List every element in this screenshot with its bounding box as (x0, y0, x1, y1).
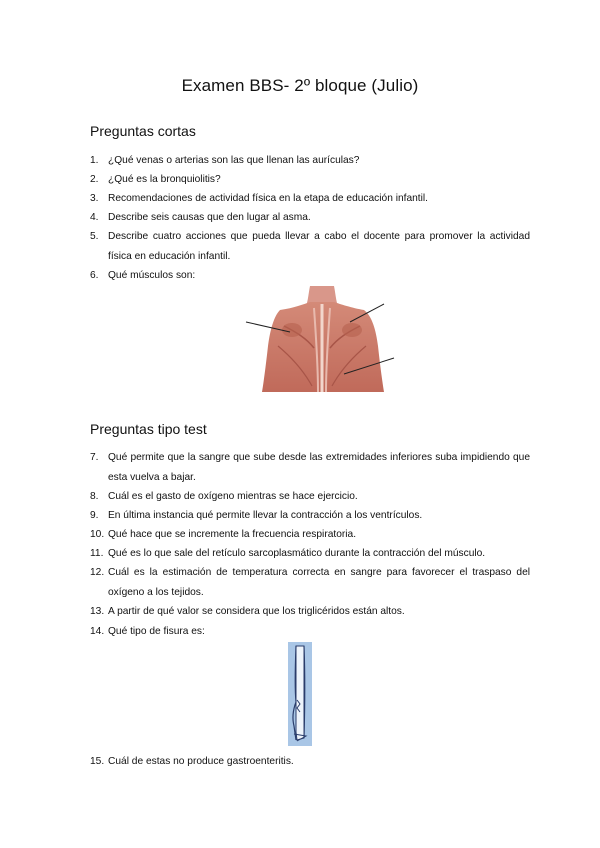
question-text: Qué es lo que sale del retículo sarcoplasmático durante la contracción del músculo. (108, 548, 486, 559)
question-number: 14. (90, 626, 105, 637)
question-1 (90, 151, 530, 171)
question-number: 8. (90, 491, 99, 502)
question-number: 1. (90, 155, 99, 166)
question-7 (90, 448, 530, 487)
question-15 (90, 752, 530, 772)
question-9 (90, 506, 530, 526)
question-text: ¿Qué venas o arterias son las que llenan las aurículas? (108, 155, 360, 166)
question-text: Qué músculos son: (108, 270, 196, 281)
question-text: Qué tipo de fisura es: (108, 626, 205, 637)
question-number: 2. (90, 174, 99, 185)
question-number: 9. (90, 510, 99, 521)
question-text: Describe cuatro acciones que pueda llevar a cabo el docente para promover la actividad física en educación infantil. (108, 231, 530, 262)
question-number: 6. (90, 270, 99, 281)
question-13 (90, 602, 530, 622)
question-number: 5. (90, 231, 99, 242)
bone-fissure-illustration (288, 642, 312, 746)
question-number: 11. (90, 548, 104, 559)
question-text: Qué hace que se incremente la frecuencia respiratoria. (108, 529, 357, 540)
question-text: Qué permite que la sangre que sube desde las extremidades inferiores suba impidiendo que esta vuelva a bajar. (108, 452, 530, 483)
question-2 (90, 170, 530, 190)
question-3 (90, 189, 530, 209)
question-number: 3. (90, 193, 99, 204)
question-text: Recomendaciones de actividad física en la etapa de educación infantil. (108, 193, 428, 204)
question-text: En última instancia qué permite llevar la contracción a los ventrículos. (108, 510, 423, 521)
question-4 (90, 208, 530, 228)
question-number: 12. (90, 567, 105, 578)
question-5 (90, 227, 530, 266)
question-number: 13. (90, 606, 105, 617)
back-muscles-illustration (244, 286, 400, 394)
question-number: 4. (90, 212, 99, 223)
section-heading-short: Preguntas cortas (90, 123, 196, 139)
question-11 (90, 544, 530, 564)
question-text: ¿Qué es la bronquiolitis? (108, 174, 221, 185)
question-6 (90, 266, 530, 286)
question-8 (90, 487, 530, 507)
question-text: Cuál es el gasto de oxígeno mientras se hace ejercicio. (108, 491, 358, 502)
question-text: Cuál de estas no produce gastroenteritis. (108, 756, 294, 767)
question-text: Cuál es la estimación de temperatura correcta en sangre para favorecer el traspaso del oxígeno a los tejidos. (108, 567, 530, 598)
question-text: Describe seis causas que den lugar al asma. (108, 212, 311, 223)
question-text: A partir de qué valor se considera que los triglicéridos están altos. (108, 606, 405, 617)
question-10 (90, 525, 530, 545)
exam-title: Examen BBS- 2º bloque (Julio) (181, 76, 419, 95)
question-12 (90, 563, 530, 602)
question-number: 15. (90, 756, 105, 767)
question-number: 7. (90, 452, 99, 463)
section-heading-test: Preguntas tipo test (90, 421, 207, 437)
question-14 (90, 622, 530, 642)
question-number: 10. (90, 529, 105, 540)
